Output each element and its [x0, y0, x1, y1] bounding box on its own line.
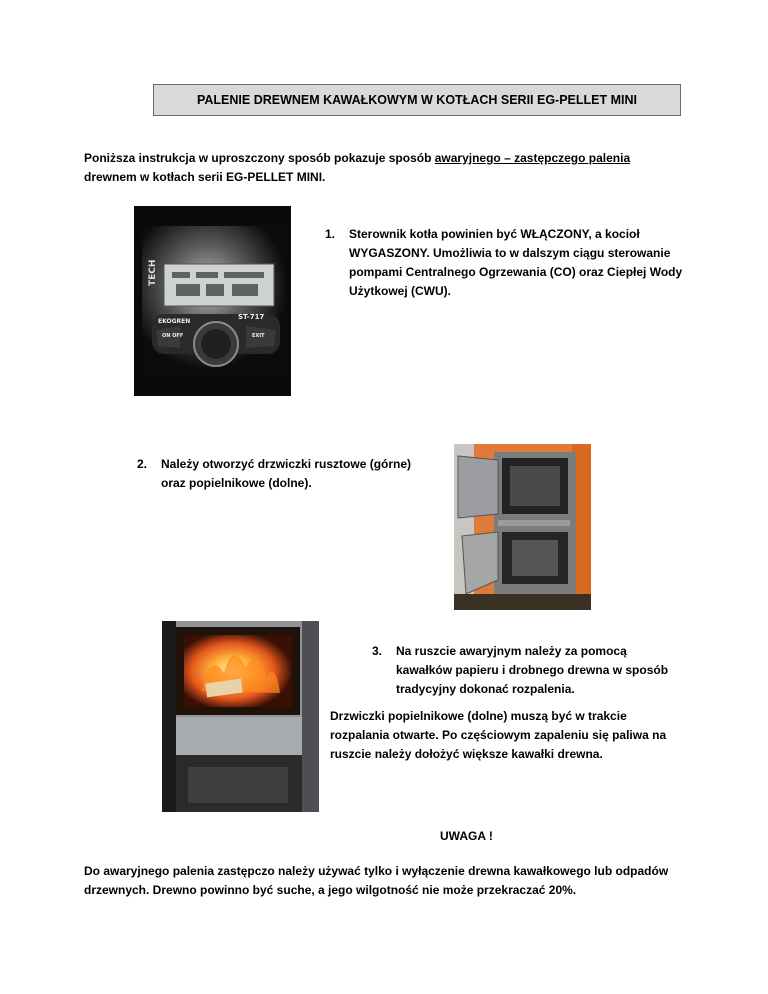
intro-text-before: Poniższa instrukcja w uproszczony sposób pokazuje sposób — [84, 151, 435, 165]
step-2-text: Należy otworzyć drzwiczki rusztowe (górne) oraz popielnikowe (dolne). — [161, 457, 412, 490]
controller-photo — [134, 206, 291, 396]
step-1-text: Sterownik kotła powinien być WŁĄCZONY, a kocioł WYGASZONY. Umożliwia to w dalszym ciągu sterowanie pompami Centralnego Ogrzewania (CO) oraz Ciepłej Wody Użytkowej (CWU). — [349, 227, 683, 298]
controller-exit-label: EXIT — [252, 333, 265, 339]
step-2-number: 2. — [137, 457, 148, 471]
warning-text: Do awaryjnego palenia zastępczo należy używać tylko i wyłączenie drewna kawałkowego lub odpadów drzewnych. Drewno powinno być suche, a jego wilgotność nie może przekraczać 20%. — [84, 864, 669, 897]
controller-model-label: ST-717 — [238, 313, 265, 321]
step-1-number: 1. — [325, 227, 336, 241]
open-doors-photo — [454, 444, 591, 610]
controller-brand-label: EKOGREN — [158, 318, 191, 325]
fire-grate-photo — [162, 621, 319, 812]
page-title: PALENIE DREWNEM KAWAŁKOWYM W KOTŁACH SERII EG-PELLET MINI — [153, 84, 681, 116]
controller-onoff-label: ON OFF — [162, 333, 184, 339]
intro-text-after: drewnem w kotłach serii EG-PELLET MINI. — [84, 170, 326, 184]
controller-vertical-label: TECH — [148, 259, 158, 286]
warning-title: UWAGA ! — [440, 829, 493, 843]
intro-paragraph — [84, 149, 684, 187]
ash-door-note: Drzwiczki popielnikowe (dolne) muszą być w trakcie rozpalania otwarte. Po częściowym zapaleniu się paliwa na ruszcie należy dołożyć większe kawałki drewna. — [330, 709, 667, 761]
intro-text-underlined: awaryjnego – zastępczego palenia — [434, 151, 631, 165]
step-3-number: 3. — [372, 644, 383, 658]
step-3-text: Na ruszcie awaryjnym należy za pomocą kawałków papieru i drobnego drewna w sposób tradycyjny dokonać rozpalenia. — [396, 644, 669, 696]
